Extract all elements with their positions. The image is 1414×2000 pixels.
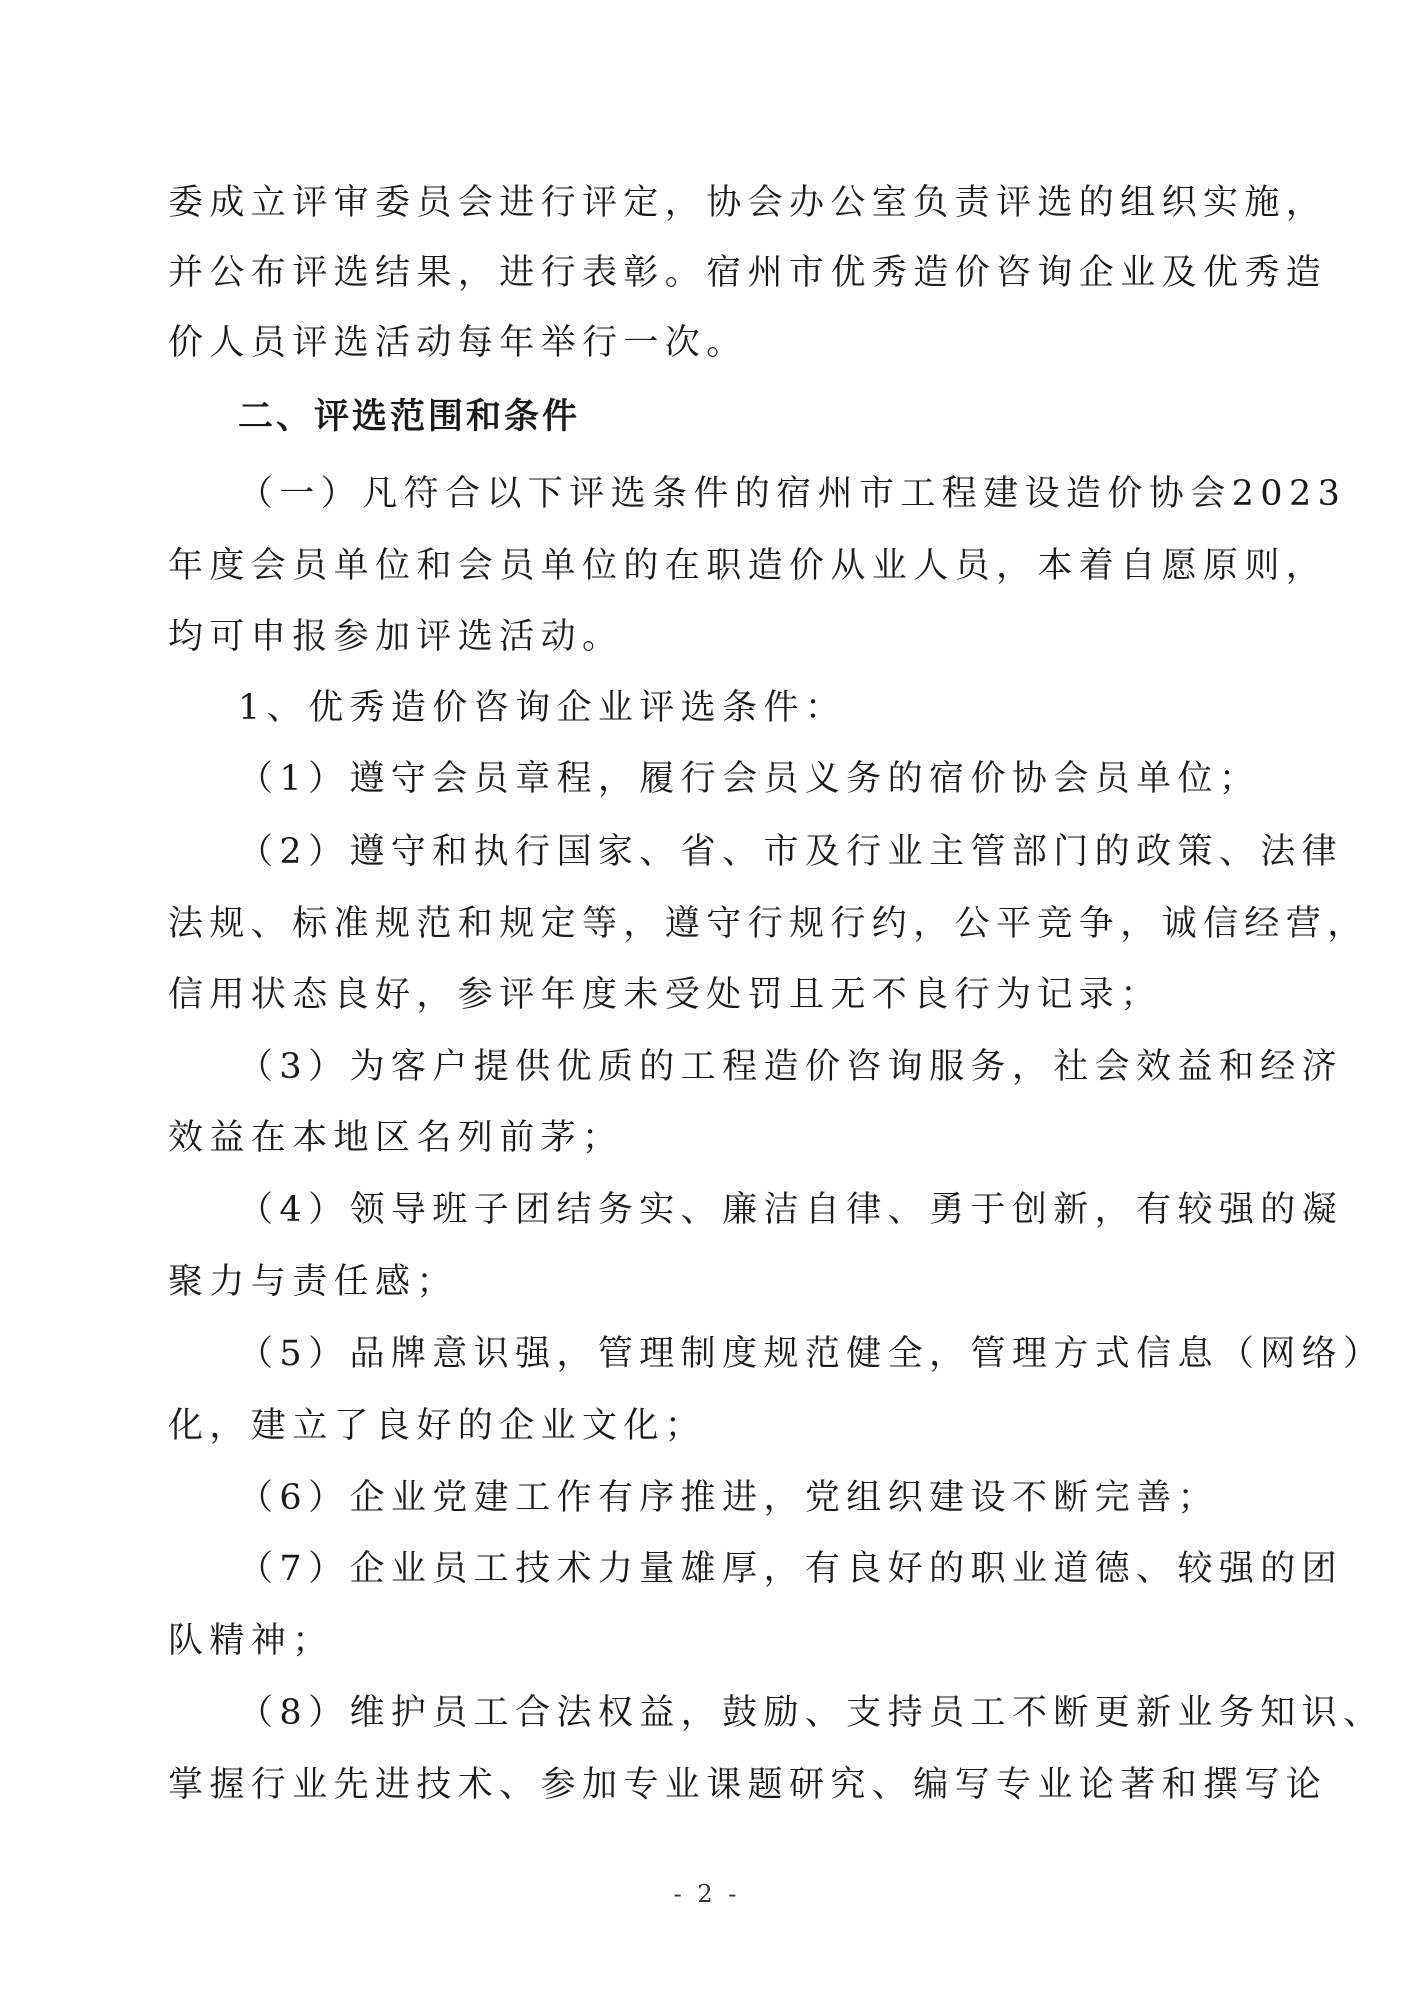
body-line: 效益在本地区名列前茅； <box>168 1118 624 1158</box>
body-line: 委成立评审委员会进行评定，协会办公室负责评选的组织实施， <box>168 183 1328 223</box>
body-line: 均可申报参加评选活动。 <box>168 617 624 657</box>
list-item: （6）企业党建工作有序推进，党组织建设不断完善； <box>238 1478 1219 1518</box>
body-line: 价人员评选活动每年举行一次。 <box>168 323 748 363</box>
list-item: （7）企业员工技术力量雄厚，有良好的职业道德、较强的团 <box>238 1549 1344 1589</box>
body-line: （一）凡符合以下评选条件的宿州市工程建设造价协会2023 <box>238 474 1347 514</box>
list-item: （2）遵守和执行国家、省、市及行业主管部门的政策、法律 <box>238 832 1344 872</box>
body-line: 聚力与责任感； <box>168 1262 458 1302</box>
page-number: - 2 - <box>673 1880 741 1908</box>
body-line: 年度会员单位和会员单位的在职造价从业人员，本着自愿原则， <box>168 546 1328 586</box>
section-heading: 二、评选范围和条件 <box>238 397 581 437</box>
body-line: 化，建立了良好的企业文化； <box>168 1406 707 1446</box>
body-line: 信用状态良好，参评年度未受处罚且无不良行为记录； <box>168 975 1162 1015</box>
body-line: 队精神； <box>168 1621 334 1661</box>
body-line: 法规、标准规范和规定等，遵守行规行约，公平竞争，诚信经营， <box>168 904 1369 944</box>
list-item: （4）领导班子团结务实、廉洁自律、勇于创新，有较强的凝 <box>238 1190 1344 1230</box>
list-item: （1）遵守会员章程，履行会员义务的宿价协会员单位； <box>238 759 1261 799</box>
body-line: 并公布评选结果，进行表彰。宿州市优秀造价咨询企业及优秀造 <box>168 253 1328 293</box>
subsection-heading: 1、优秀造价咨询企业评选条件： <box>238 688 847 728</box>
body-line: 掌握行业先进技术、参加专业课题研究、编写专业论著和撰写论 <box>168 1765 1328 1805</box>
list-item: （3）为客户提供优质的工程造价咨询服务，社会效益和经济 <box>238 1047 1344 1087</box>
list-item: （5）品牌意识强，管理制度规范健全，管理方式信息（网络） <box>238 1334 1385 1374</box>
list-item: （8）维护员工合法权益，鼓励、支持员工不断更新业务知识、 <box>238 1693 1385 1733</box>
